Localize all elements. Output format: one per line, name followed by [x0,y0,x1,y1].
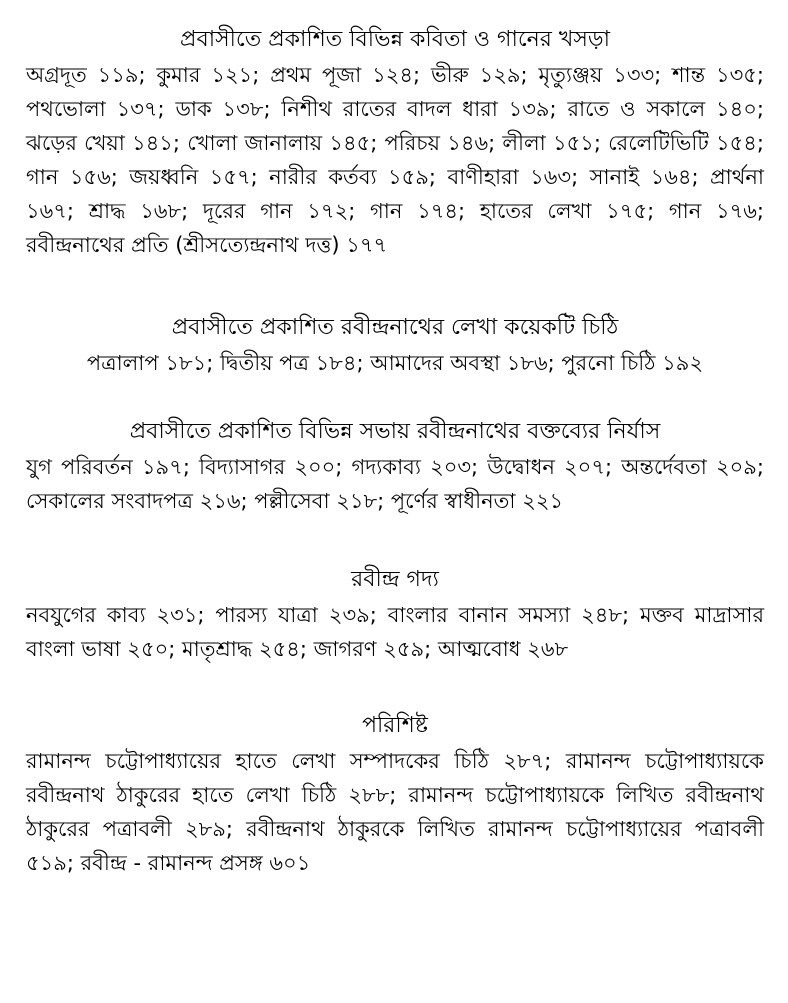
section-letters [26,310,764,380]
section-title: প্রবাসীতে প্রকাশিত রবীন্দ্রনাথের লেখা কয়েকটি চিঠি [171,315,619,340]
section-title: প্রবাসীতে প্রকাশিত বিভিন্ন কবিতা ও গানের খসড়া [180,27,610,52]
section-title: পরিশিষ্ট [362,713,428,738]
section-entries: নবযুগের কাব্য ২৩১; পারস্য যাত্রা ২৩৯; বাংলার বানান সমস্যা ২৪৮; মক্তব মাদ্রাসার বাংলা ভাষা ২৫০; মাতৃশ্রাদ্ধ ২৫৪; জাগরণ ২৫৯; আত্মবোধ ২৬৮ [26,603,764,661]
section-entries: অগ্রদূত ১১৯; কুমার ১২১; প্রথম পূজা ১২৪; ভীরু ১২৯; মৃত্যুঞ্জয় ১৩৩; শান্ত ১৩৫; পথভোলা ১৩৭; ডাক ১৩৮; নিশীথ রাতের বাদল ধারা ১৩৯; রাতে ও সকালে ১৪০; ঝড়ের খেয়া ১৪১; খোলা জানালায় ১৪৫; পরিচয় ১৪৬; লীলা ১৫১; রেলেটিভিটি ১৫৪; গান ১৫৬; জয়ধ্বনি ১৫৭; নারীর কর্তব্য ১৫৯; বাণীহারা ১৬৩; সানাই ১৬৪; প্রার্থনা ১৬৭; শ্রাদ্ধ ১৬৮; দূরের গান ১৭২; গান ১৭৪; হাতের লেখা ১৭৫; গান ১৭৬; রবীন্দ্রনাথের প্রতি (শ্রীসত্যেন্দ্রনাথ দত্ত) ১৭৭ [26,63,764,257]
section-entries: পত্রালাপ ১৮১; দ্বিতীয় পত্র ১৮৪; আমাদের অবস্থা ১৮৬; পুরনো চিঠি ১৯২ [86,351,704,375]
section-entries: রামানন্দ চট্টোপাধ্যায়ের হাতে লেখা সম্পাদকের চিঠি ২৮৭; রামানন্দ চট্টোপাধ্যায়কে রবীন্দ্রনাথ ঠাকুরের হাতে লেখা চিঠি ২৮৮; রামানন্দ চট্টোপাধ্যায়কে লিখিত রবীন্দ্রনাথ ঠাকুরের পত্রাবলী ২৮৯; রবীন্দ্রনাথ ঠাকুরকে লিখিত রামানন্দ চট্টোপাধ্যায়ের পত্রাবলী ৫১৯; রবীন্দ্র - রামানন্দ প্রসঙ্গ ৬০১ [26,749,764,875]
section-speeches [26,414,764,518]
section-poems-songs-drafts [26,22,764,262]
section-title: রবীন্দ্র গদ্য [351,567,439,592]
section-entries: যুগ পরিবর্তন ১৯৭; বিদ্যাসাগর ২০০; গদ্যকাব্য ২০৩; উদ্বোধন ২০৭; অন্তর্দেবতা ২০৯; সেকালের সংবাদপত্র ২১৬; পল্লীসেবা ২১৮; পূর্ণের স্বাধীনতা ২২১ [26,455,764,513]
section-prose [26,562,764,666]
section-title: প্রবাসীতে প্রকাশিত বিভিন্ন সভায় রবীন্দ্রনাথের বক্তব্যের নির্যাস [129,419,661,444]
section-appendix [26,708,764,880]
contents-page [26,22,764,880]
